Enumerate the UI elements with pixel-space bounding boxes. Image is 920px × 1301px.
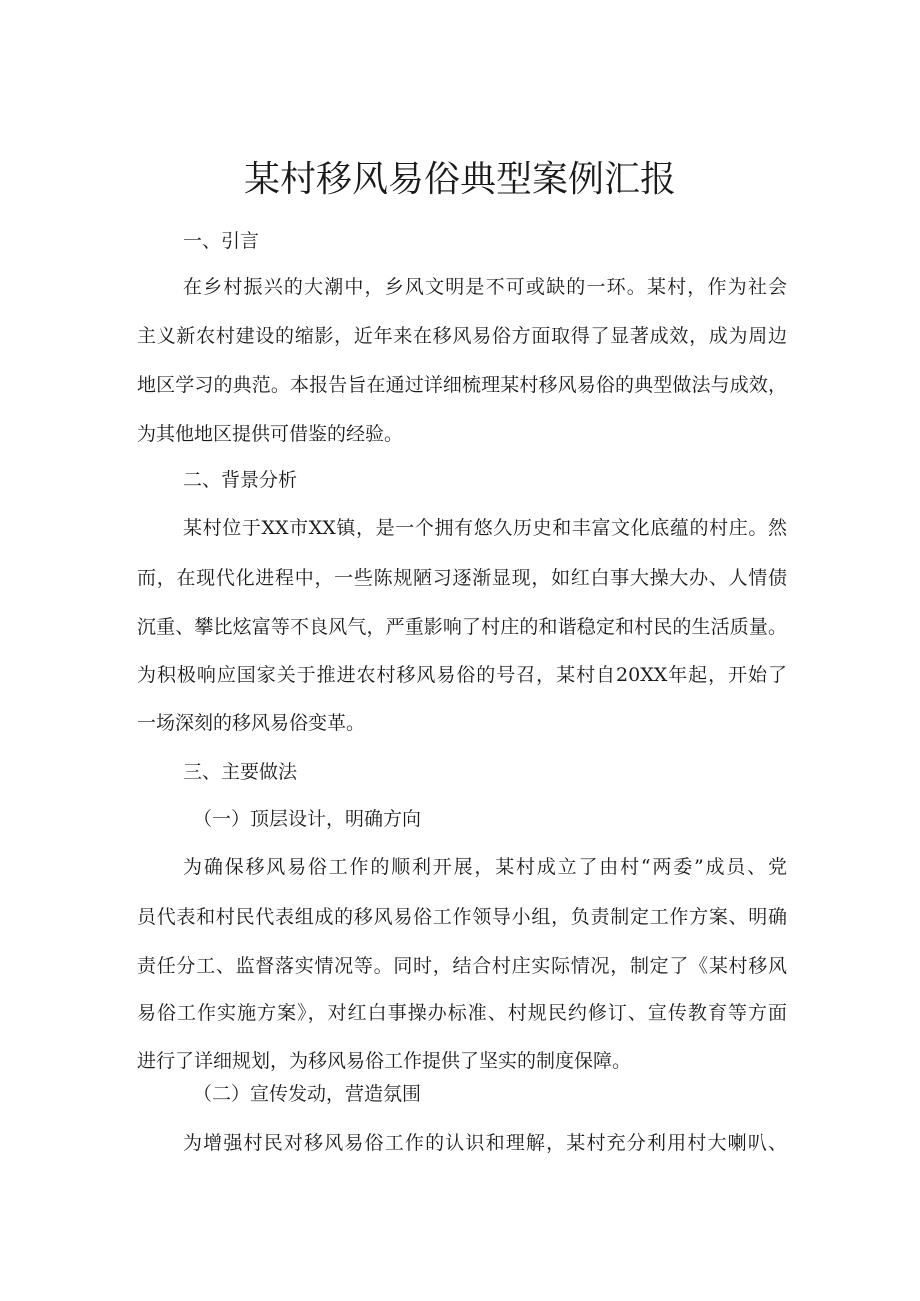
section-heading-background: 二、背景分析: [183, 469, 298, 491]
document-title: 某村移风易俗典型案例汇报: [243, 159, 676, 200]
paragraph-line: 责任分工、监督落实情况等。同时，结合村庄实际情况，制定了《某村移风: [137, 955, 787, 977]
paragraph-line: 员代表和村民代表组成的移风易俗工作领导小组，负责制定工作方案、明确: [137, 906, 787, 928]
paragraph-line: 为增强村民对移风易俗工作的认识和理解，某村充分利用村大喇叭、: [183, 1132, 787, 1154]
paragraph-line: 一场深刻的移风易俗变革。: [137, 712, 366, 734]
paragraph-line: 主义新农村建设的缩影，近年来在移风易俗方面取得了显著成效，成为周边: [137, 325, 787, 347]
paragraph-line: 为积极响应国家关于推进农村移风易俗的号召，某村自20XX年起，开始了: [137, 664, 787, 686]
paragraph-line: 在乡村振兴的大潮中，乡风文明是不可或缺的一环。某村，作为社会: [183, 276, 787, 298]
paragraph-line: 地区学习的典范。本报告旨在通过详细梳理某村移风易俗的典型做法与成效，: [137, 374, 787, 396]
paragraph-line: 为其他地区提供可借鉴的经验。: [137, 423, 404, 445]
subsection-heading-1: （一）顶层设计，明确方向: [193, 808, 422, 830]
paragraph-line: 为确保移风易俗工作的顺利开展，某村成立了由村“两委”成员、党: [183, 856, 787, 878]
section-heading-intro: 一、引言: [183, 230, 260, 252]
paragraph-line: 进行了详细规划，为移风易俗工作提供了坚实的制度保障。: [137, 1050, 632, 1072]
subsection-heading-2: （二）宣传发动，营造氛围: [193, 1083, 422, 1105]
paragraph-line: 沉重、攀比炫富等不良风气，严重影响了村庄的和谐稳定和村民的生活质量。: [137, 616, 787, 638]
paragraph-line: 而，在现代化进程中，一些陈规陋习逐渐显现，如红白事大操大办、人情债: [137, 567, 787, 589]
section-heading-measures: 三、主要做法: [183, 761, 298, 783]
paragraph-line: 某村位于XX市XX镇，是一个拥有悠久历史和丰富文化底蕴的村庄。然: [183, 517, 787, 539]
paragraph-line: 易俗工作实施方案》，对红白事操办标准、村规民约修订、宣传教育等方面: [137, 1002, 787, 1024]
